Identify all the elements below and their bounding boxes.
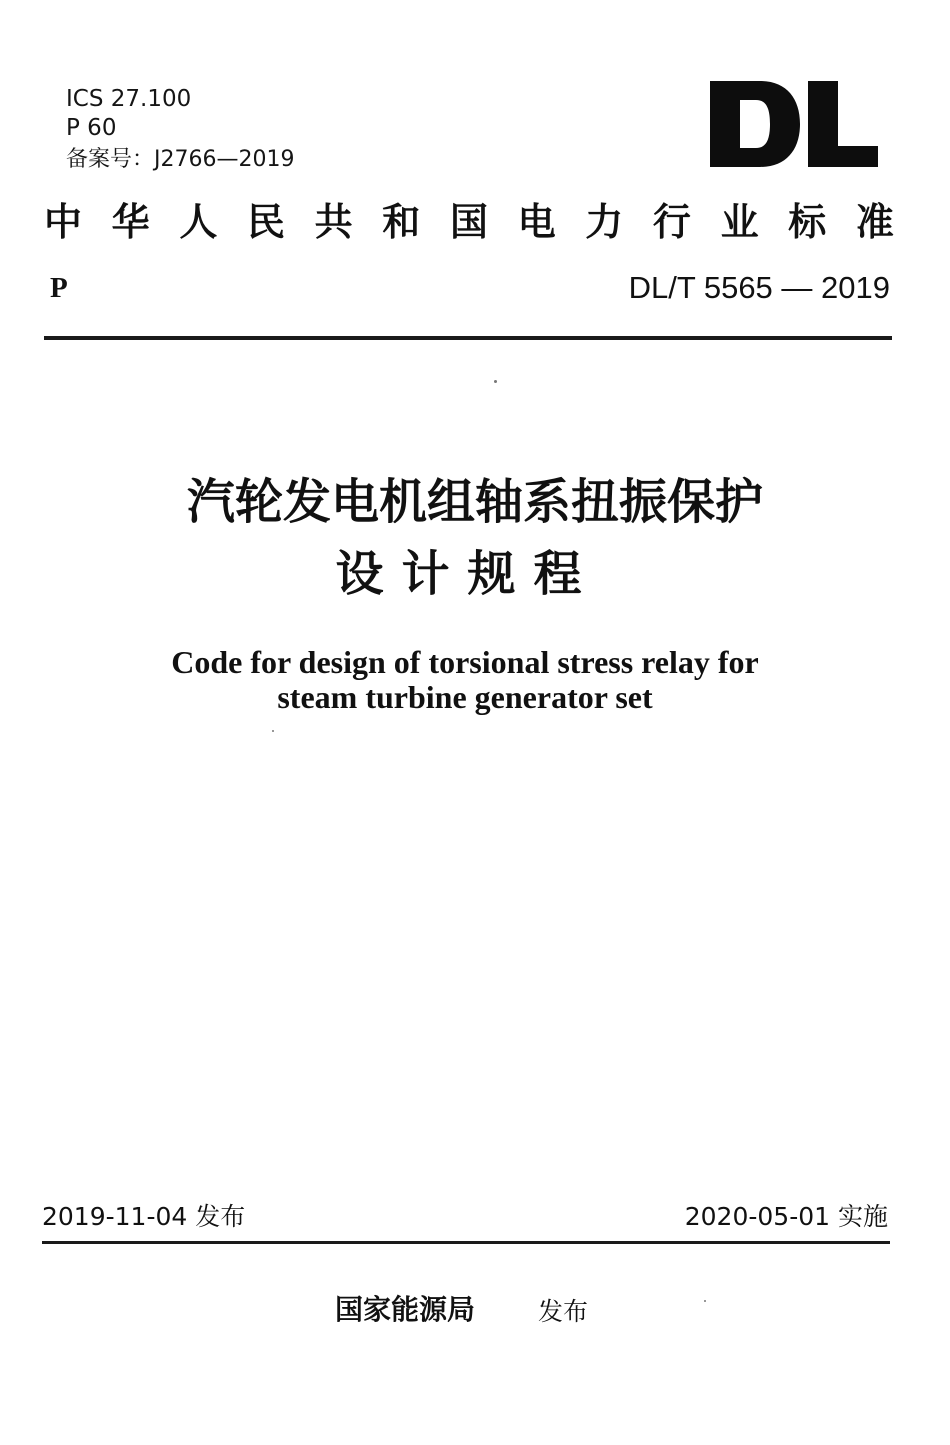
publisher-name: 国家能源局: [335, 1293, 476, 1326]
standard-type-char: 中: [44, 199, 83, 244]
record-number: 备案号：J2766—2019: [66, 147, 295, 172]
title-chinese-line-2: 设计规程: [335, 546, 600, 602]
effective-date: 2020-05-01 实施: [684, 1202, 888, 1231]
standard-number: DL/T 5565 — 2019: [628, 270, 890, 305]
issue-date: 2019-11-04 发布: [42, 1202, 246, 1231]
class-letter: P: [50, 272, 68, 304]
scan-speck: [704, 1300, 706, 1302]
title-english-line-2: steam turbine generator set: [277, 679, 653, 715]
standard-type-char: 标: [788, 199, 827, 244]
classification-code: P 60: [66, 115, 117, 141]
scan-speck: [494, 380, 497, 383]
ics-code: ICS 27.100: [66, 86, 192, 112]
scan-speck: [272, 730, 274, 732]
standard-type-char: 国: [449, 199, 488, 244]
industry-standard-title: [44, 197, 894, 247]
standard-type-char: 人: [179, 199, 218, 244]
footer-divider: [42, 1241, 890, 1244]
dl-logo: [708, 78, 883, 173]
title-english-line-1: Code for design of torsional stress relay for: [171, 644, 759, 680]
standard-type-char: 行: [652, 199, 691, 244]
publisher-action: 发布: [538, 1297, 589, 1326]
title-chinese-line-1: 汽轮发电机组轴系扭振保护: [186, 474, 763, 530]
standard-type-char: 业: [720, 199, 759, 244]
standard-type-char: 华: [111, 199, 150, 244]
dl-logo-graphic: [708, 78, 880, 170]
standard-type-char: 电: [517, 199, 556, 244]
standard-type-char: 和: [382, 199, 421, 244]
standard-type-char: 力: [585, 199, 624, 244]
header-divider: [44, 336, 892, 340]
standard-type-char: 共: [314, 199, 353, 244]
standard-type-char: 准: [855, 199, 894, 244]
standard-type-char: 民: [246, 199, 285, 244]
